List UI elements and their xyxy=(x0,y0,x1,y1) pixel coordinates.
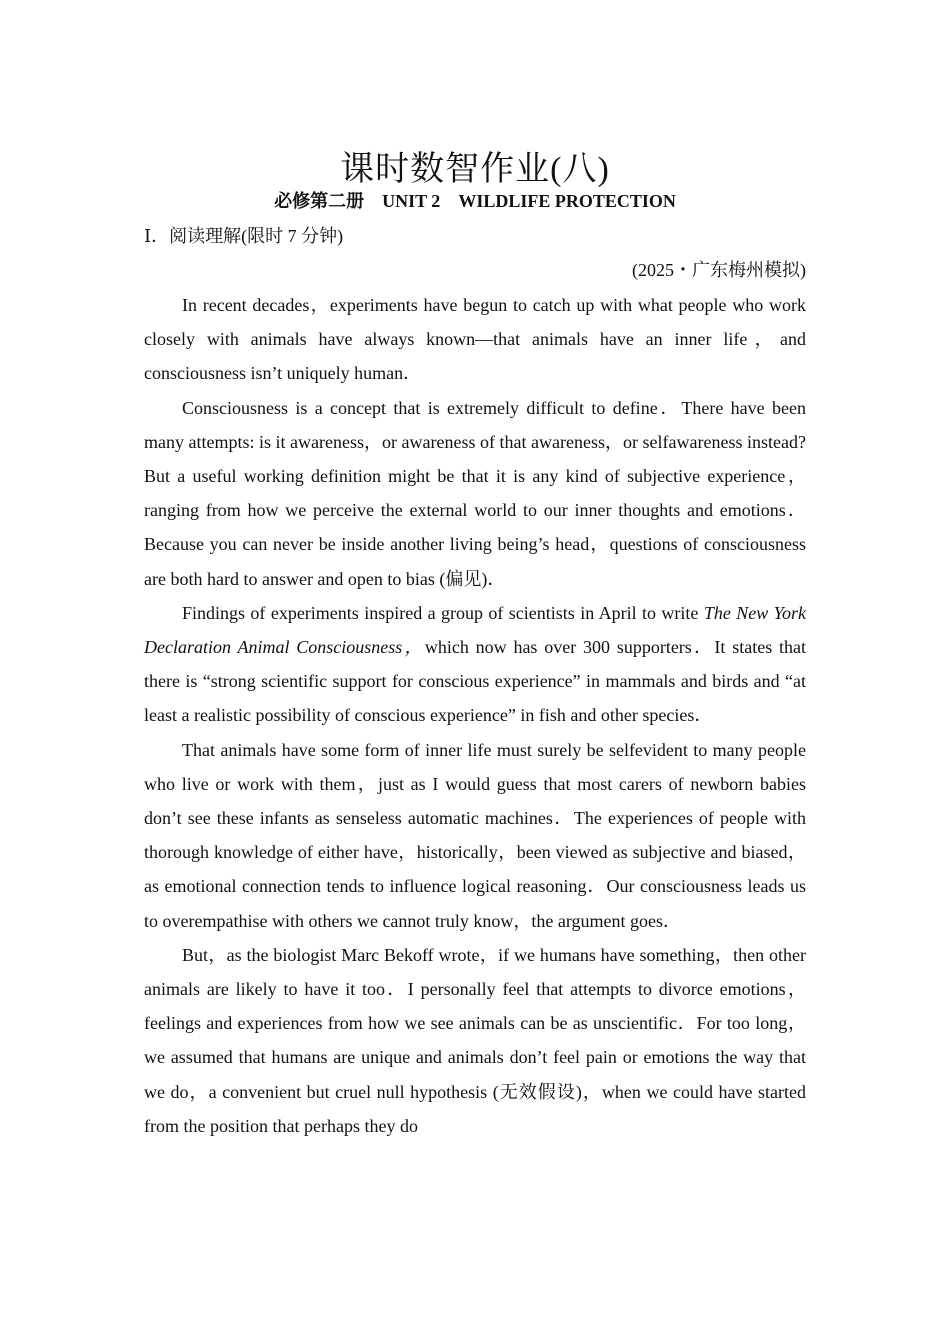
paragraph-3-rest: which now has over 300 supporters．It states that there is “strong scientific support for conscious experience” in mammals and birds and “at least a realistic possibility of conscious experience” in fish and other species． xyxy=(144,637,806,726)
section-heading: Ⅰ．阅读理解(限时 7 分钟) xyxy=(144,226,344,246)
paragraph-5: But，as the biologist Marc Bekoff wrote，if we humans have something，then other animals are likely to have it too．I personally feel that attempts to divorce emotions，feelings and experiences from how we see animals can be as unscientific．For too long，we assumed that humans are unique and animals don’t feel pain or emotions the way that we do，a convenient but cruel null hypothesis (无效假设)，when we could have started from the position that perhaps they do xyxy=(144,944,806,1136)
paragraph-2: Consciousness is a concept that is extremely difficult to define．There have been many attempts: is it awareness，or awareness of that awareness，or selfawareness instead? But a useful working definition might be that it is any kind of subjective experience，ranging from how we perceive the external world to our inner thoughts and emotions．Because you can never be inside another living being’s head，questions of consciousness are both hard to answer and open to bias (偏见)． xyxy=(144,397,806,589)
paragraph-3 xyxy=(144,596,806,733)
reading-passage xyxy=(144,288,806,1143)
paragraph-1: In recent decades，experiments have begun to catch up with what people who work closely with animals have always known—that animals have an inner life，and consciousness isn’t uniquely human． xyxy=(144,295,806,384)
subtitle-topic: WILDLIFE PROTECTION xyxy=(458,191,676,211)
subtitle-book: 必修第二册 xyxy=(274,191,365,211)
paragraph-3-lead: Findings of experiments inspired a group of scientists in April to write xyxy=(182,602,704,623)
source-note: (2025・广东梅州模拟) xyxy=(632,260,806,280)
subtitle-unit: UNIT 2 xyxy=(382,191,441,211)
page-title: 课时数智作业(八) xyxy=(340,150,610,188)
unit-subtitle xyxy=(144,189,806,213)
paragraph-4: That animals have some form of inner life must surely be selfevident to many people who live or work with them，just as I would guess that most carers of newborn babies don’t see these infants as senseless automatic machines．The experiences of people with thorough knowledge of either have，historically，been viewed as subjective and biased，as emotional connection tends to influence logical reasoning．Our consciousness leads us to overempathise with others we cannot truly know，the argument goes． xyxy=(144,739,806,931)
declaration-title: The New York Declaration Animal Consciousness， xyxy=(144,602,806,658)
